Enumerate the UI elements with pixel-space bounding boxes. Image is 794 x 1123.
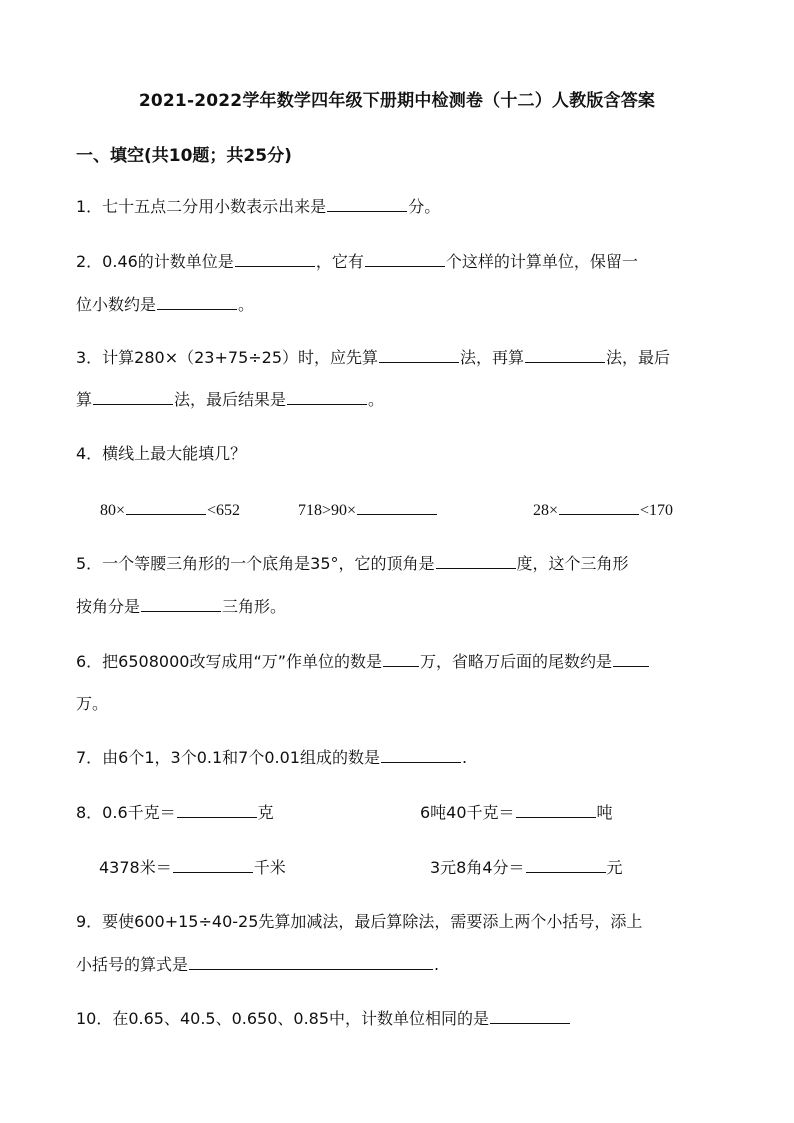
q1-text: 1．七十五点二分用小数表示出来是 [76, 197, 327, 216]
q4-blank-2[interactable] [357, 500, 437, 515]
question-6 [76, 651, 650, 673]
q6-blank-1[interactable] [383, 652, 419, 667]
q8-item-4-unit: 元 [606, 858, 623, 877]
question-10 [76, 1008, 571, 1030]
q8-item-1 [76, 802, 274, 824]
q1-unit: 分。 [408, 197, 441, 216]
q10-text-a: 10．在0.65、40.5、0.650、0.85中，计数单位相同的是 [76, 1009, 490, 1028]
q2-blank-1[interactable] [235, 252, 315, 267]
q2-text-d: 位小数约是 [76, 295, 157, 314]
q5-text-c: 按角分是 [76, 597, 141, 616]
question-6-cont [76, 693, 108, 715]
section-heading: 一、填空(共10题；共25分) [76, 146, 292, 166]
q7-text-b: . [461, 748, 468, 767]
q3-blank-1[interactable] [379, 348, 459, 363]
q8-item-3-text: 4378米＝ [99, 858, 172, 877]
q8-item-1-text: 8．0.6千克＝ [76, 803, 176, 822]
question-3-cont [76, 389, 384, 411]
q8-blank-3[interactable] [173, 858, 253, 873]
q8-item-3-unit: 千米 [253, 858, 286, 877]
q2-blank-3[interactable] [157, 295, 237, 310]
q4-e3-right: <170 [640, 502, 674, 519]
q3-text-b: 法，再算 [460, 348, 525, 367]
question-5-cont [76, 596, 286, 618]
question-4 [76, 443, 246, 465]
q2-text-e: 。 [238, 295, 255, 314]
q5-blank-2[interactable] [141, 597, 221, 612]
q4-e2-left: 718>90× [298, 502, 357, 519]
q6-text-b: 万，省略万后面的尾数约是 [420, 652, 613, 671]
question-9-cont [76, 954, 439, 976]
q3-text-e: 法，最后结果是 [174, 390, 287, 409]
q8-item-4-text: 3元8角4分＝ [430, 858, 525, 877]
q3-blank-2[interactable] [525, 348, 605, 363]
q4-e1-right: <652 [207, 502, 241, 519]
page-title: 2021-2022学年数学四年级下册期中检测卷（十二）人教版含答案 [138, 91, 656, 111]
q8-item-2-unit: 吨 [596, 803, 613, 822]
q3-blank-3[interactable] [93, 390, 173, 405]
q2-text-b: ，它有 [315, 252, 364, 271]
q8-blank-1[interactable] [177, 803, 257, 818]
question-7 [76, 747, 467, 769]
q4-expression-2 [298, 500, 438, 522]
question-2 [76, 251, 638, 273]
q3-blank-4[interactable] [287, 390, 367, 405]
q4-blank-3[interactable] [559, 500, 639, 515]
q1-answer-blank[interactable] [327, 197, 407, 212]
q9-text-b: 小括号的算式是 [76, 955, 189, 974]
q4-expression-3 [533, 500, 673, 522]
q6-text-a: 6．把6508000改写成用“万”作单位的数是 [76, 652, 383, 671]
question-5 [76, 553, 629, 575]
q9-text-a: 9．要使600+15÷40-25先算加减法，最后算除法，需要添上两个小括号，添上 [76, 912, 643, 931]
question-1 [76, 196, 440, 218]
q7-blank[interactable] [381, 748, 461, 763]
q8-item-1-unit: 克 [257, 803, 274, 822]
q8-blank-2[interactable] [516, 803, 596, 818]
q8-blank-4[interactable] [526, 858, 606, 873]
q6-blank-2[interactable] [613, 652, 649, 667]
q4-expression-1 [100, 500, 240, 522]
q5-blank-1[interactable] [436, 554, 516, 569]
q2-text-a: 2．0.46的计数单位是 [76, 252, 234, 271]
question-9 [76, 911, 642, 933]
q2-blank-2[interactable] [365, 252, 445, 267]
q9-blank[interactable] [189, 955, 433, 970]
q3-text-f: 。 [368, 390, 385, 409]
q5-text-a: 5．一个等腰三角形的一个底角是35°，它的顶角是 [76, 554, 435, 573]
q10-blank[interactable] [490, 1009, 570, 1024]
q3-text-d: 算 [76, 390, 93, 409]
q9-text-c: . [434, 955, 440, 974]
q4-blank-1[interactable] [126, 500, 206, 515]
question-2-cont [76, 294, 254, 316]
q8-item-2 [420, 802, 613, 824]
q4-text: 4．横线上最大能填几？ [76, 444, 247, 463]
q4-e3-left: 28× [533, 502, 559, 519]
q7-text-a: 7．由6个1，3个0.1和7个0.01组成的数是 [76, 748, 380, 767]
q8-item-4 [430, 857, 623, 879]
q8-item-3 [99, 857, 286, 879]
q8-item-2-text: 6吨40千克＝ [420, 803, 515, 822]
question-3 [76, 347, 670, 369]
q2-text-c: 个这样的计算单位，保留一 [445, 252, 638, 271]
q5-text-d: 三角形。 [222, 597, 287, 616]
q5-text-b: 度，这个三角形 [516, 554, 629, 573]
q3-text-a: 3．计算280×（23+75÷25）时，应先算 [76, 348, 379, 367]
q4-e1-left: 80× [100, 502, 126, 519]
q3-text-c: 法，最后 [606, 348, 671, 367]
q6-text-c: 万。 [76, 694, 109, 713]
